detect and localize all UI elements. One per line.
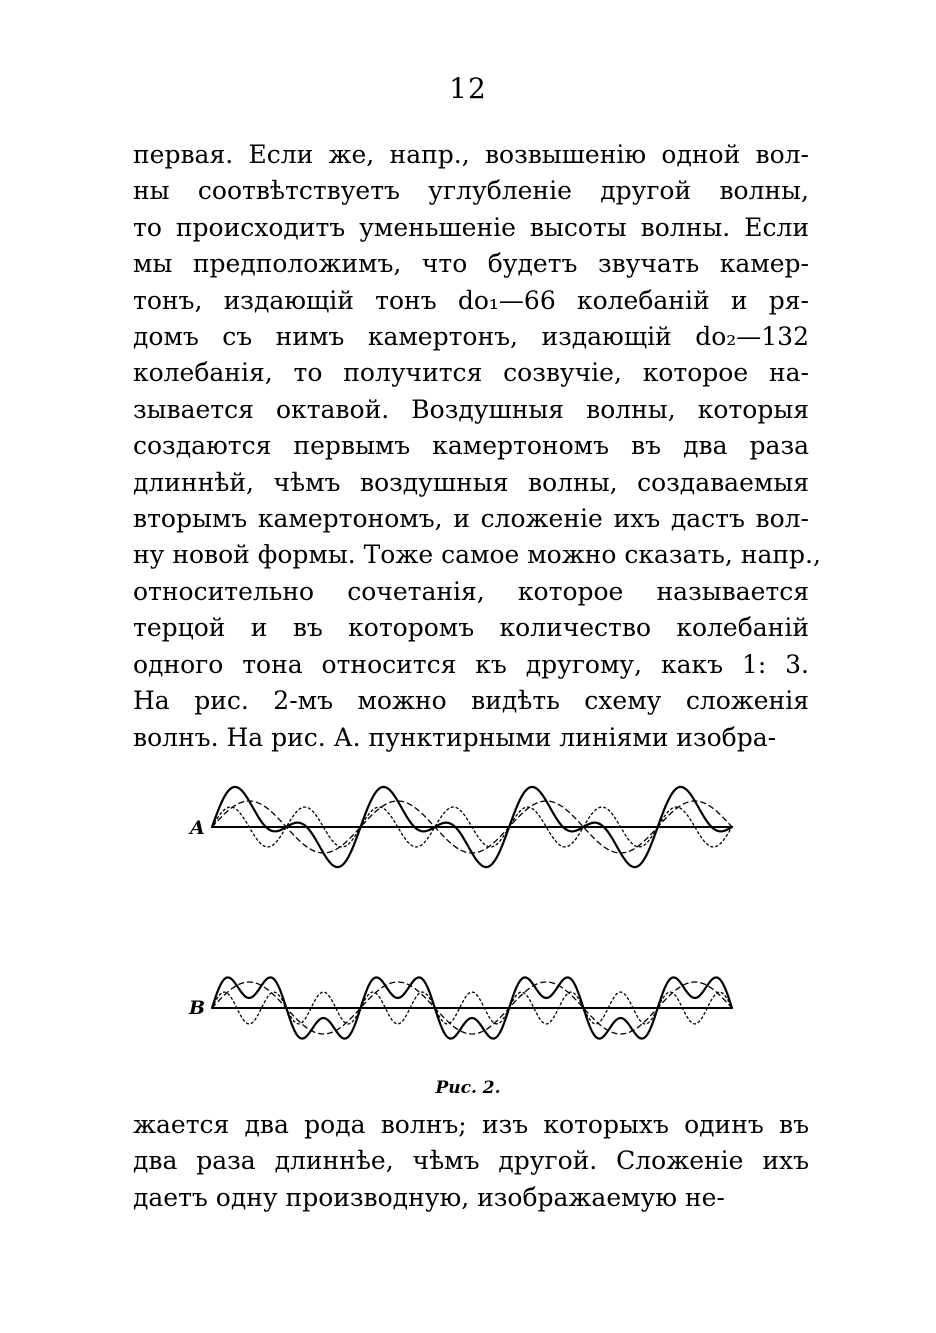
text-line: колебанія, то получится созвучіе, которое на- <box>133 358 809 388</box>
page-number: 12 <box>449 72 487 105</box>
figure-label-b: B <box>189 997 206 1019</box>
text-line: даетъ одну производную, изображаемую не- <box>133 1182 725 1212</box>
text-line: мы предположимъ, что будетъ звучать камер- <box>133 249 809 279</box>
text-line: длиннѣй, чѣмъ воздушныя волны, создаваемыя <box>133 467 809 497</box>
text-line: два раза длиннѣе, чѣмъ другой. Сложеніе ихъ <box>133 1146 809 1176</box>
text-line: домъ съ нимъ камертонъ, издающій do₂—132 <box>133 322 809 352</box>
text-line: создаются первымъ камертономъ въ два раза <box>133 431 809 461</box>
text-line: относительно сочетанія, которое называется <box>133 576 809 606</box>
figure-label-a: A <box>190 817 205 839</box>
text-line: зывается октавой. Воздушныя волны, которыя <box>133 394 809 424</box>
text-line: жается два рода волнъ; изъ которыхъ одинъ въ <box>133 1110 809 1139</box>
text-line: ну новой формы. Тоже самое можно сказать, напр., <box>133 540 821 570</box>
figure-2 <box>180 765 760 1085</box>
text-line: вторымъ камертономъ, и сложеніе ихъ дастъ вол- <box>133 504 809 534</box>
text-line: волнъ. На рис. А. пунктирными линіями изобра- <box>133 722 777 752</box>
figure-caption: Рис. 2. <box>435 1078 501 1098</box>
text-line: На рис. 2-мъ можно видѣть схему сложенія <box>133 686 809 716</box>
body-paragraph-top <box>133 137 821 756</box>
text-line: то происходитъ уменьшеніе высоты волны. Если <box>133 212 809 242</box>
text-line: тонъ, издающій тонъ do₁—66 колебаній и ря- <box>133 285 809 315</box>
text-line: одного тона относится къ другому, какъ 1: 3. <box>133 649 809 679</box>
text-line: терцой и въ которомъ количество колебаній <box>133 613 809 643</box>
text-line: первая. Если же, напр., возвышенію одной вол- <box>133 140 809 169</box>
text-line: ны соотвѣтствуетъ углубленіе другой волны, <box>133 176 809 206</box>
wave-diagram <box>180 765 760 1085</box>
body-paragraph-bottom <box>133 1107 809 1216</box>
